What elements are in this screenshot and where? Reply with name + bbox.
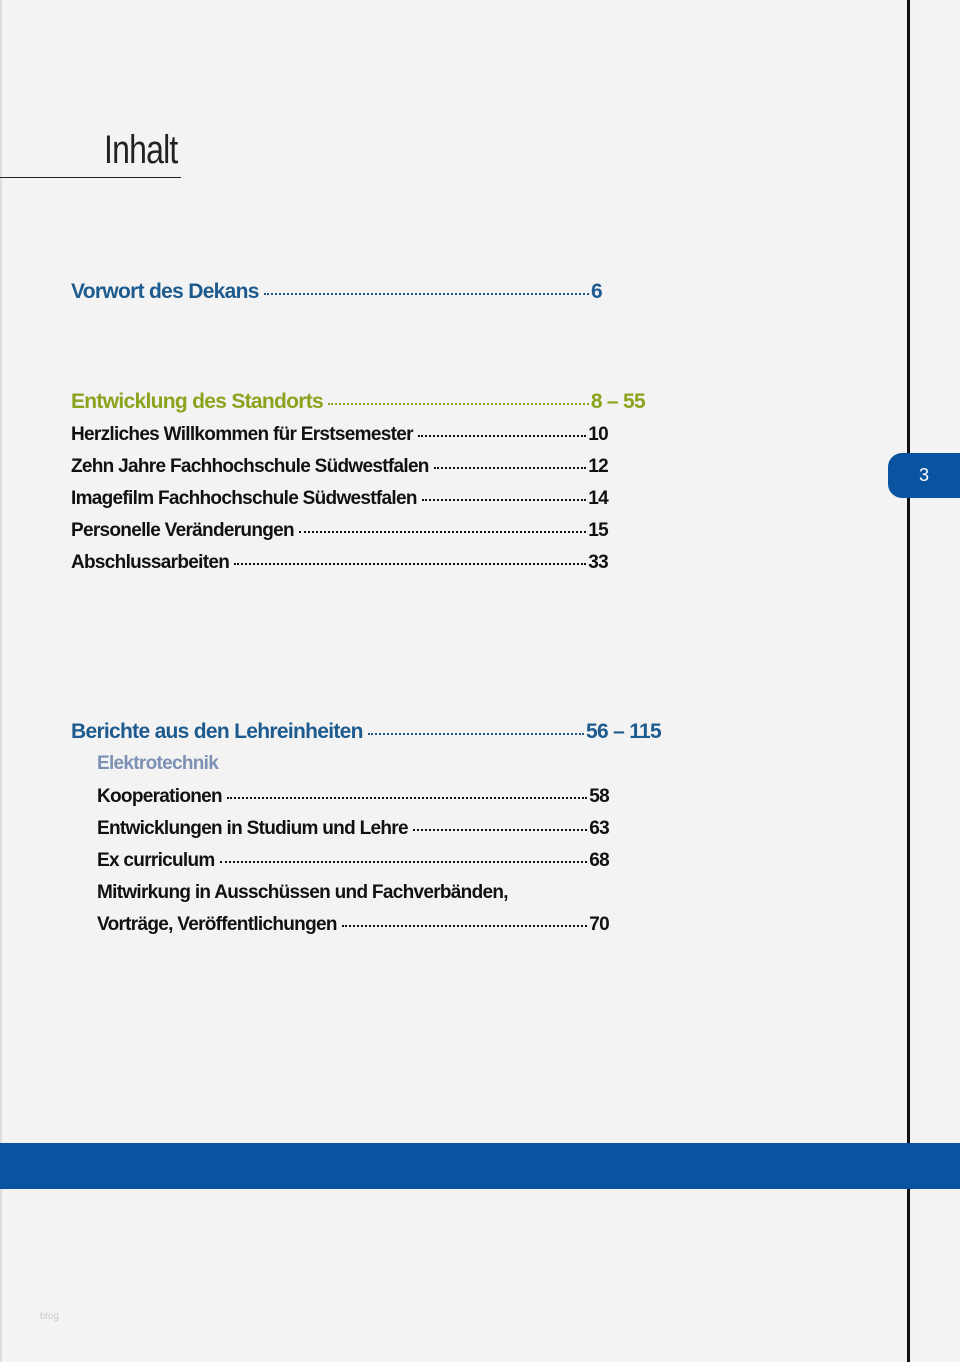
dot-leader bbox=[234, 563, 586, 565]
toc-section-berichte[interactable] bbox=[71, 720, 661, 744]
page-number: 3 bbox=[918, 465, 929, 485]
toc-page: 58 bbox=[589, 786, 609, 807]
toc-label: Vorträge, Veröffentlichungen bbox=[97, 914, 337, 935]
dot-leader bbox=[434, 467, 587, 469]
toc-item[interactable] bbox=[71, 488, 608, 510]
toc-item[interactable] bbox=[71, 520, 608, 542]
toc-item[interactable] bbox=[71, 552, 608, 574]
toc-page: 6 bbox=[591, 280, 602, 303]
dot-leader bbox=[418, 435, 587, 437]
toc-label: Vorwort des Dekans bbox=[71, 280, 259, 303]
toc-label: Entwicklung des Standorts bbox=[71, 390, 324, 413]
dot-leader bbox=[368, 733, 584, 735]
dot-leader bbox=[342, 925, 588, 927]
toc-item[interactable] bbox=[71, 424, 608, 446]
dot-leader bbox=[227, 797, 587, 799]
toc-page: 70 bbox=[589, 914, 609, 935]
toc-page: 63 bbox=[589, 818, 609, 839]
toc-label: Berichte aus den Lehreinheiten bbox=[71, 720, 363, 743]
toc-label: Abschlussarbeiten bbox=[71, 552, 230, 573]
watermark: blog bbox=[40, 1311, 59, 1322]
toc-page: 68 bbox=[589, 850, 609, 871]
toc-page: 10 bbox=[588, 424, 608, 445]
dot-leader bbox=[264, 293, 589, 295]
toc-page: 33 bbox=[588, 552, 608, 573]
toc-label: Kooperationen bbox=[97, 786, 222, 807]
toc-item[interactable] bbox=[97, 786, 609, 808]
page-title: Inhalt bbox=[104, 128, 178, 172]
toc-section-entwicklung[interactable] bbox=[71, 390, 645, 414]
toc-item[interactable] bbox=[97, 850, 609, 872]
toc-page: 56 – 115 bbox=[586, 720, 661, 743]
dot-leader bbox=[413, 829, 587, 831]
toc-item[interactable] bbox=[97, 914, 609, 936]
toc-label: Imagefilm Fachhochschule Südwestfalen bbox=[71, 488, 417, 509]
toc-label: Mitwirkung in Ausschüssen und Fachverbänden, bbox=[97, 882, 508, 903]
footer-band bbox=[0, 1143, 960, 1189]
toc-page: 14 bbox=[588, 488, 608, 509]
dot-leader bbox=[422, 499, 587, 501]
toc-item[interactable] bbox=[97, 882, 508, 904]
toc-page: 15 bbox=[588, 520, 608, 541]
toc-page: 12 bbox=[588, 456, 608, 477]
toc-label: Herzliches Willkommen für Erstsemester bbox=[71, 424, 413, 445]
toc-item[interactable] bbox=[97, 818, 609, 840]
toc-label: Ex curriculum bbox=[97, 850, 215, 871]
toc-label: Zehn Jahre Fachhochschule Südwestfalen bbox=[71, 456, 429, 477]
title-underline bbox=[0, 177, 181, 178]
toc-item[interactable] bbox=[71, 456, 608, 478]
toc-page: 8 – 55 bbox=[590, 390, 645, 413]
dot-leader bbox=[328, 403, 589, 405]
page-number-tab bbox=[888, 453, 960, 498]
toc-label: Personelle Veränderungen bbox=[71, 520, 294, 541]
dot-leader bbox=[299, 531, 586, 533]
dot-leader bbox=[220, 861, 588, 863]
toc-section-vorwort[interactable] bbox=[71, 280, 602, 304]
toc-subheading: Elektrotechnik bbox=[97, 753, 219, 774]
toc-label: Entwicklungen in Studium und Lehre bbox=[97, 818, 408, 839]
